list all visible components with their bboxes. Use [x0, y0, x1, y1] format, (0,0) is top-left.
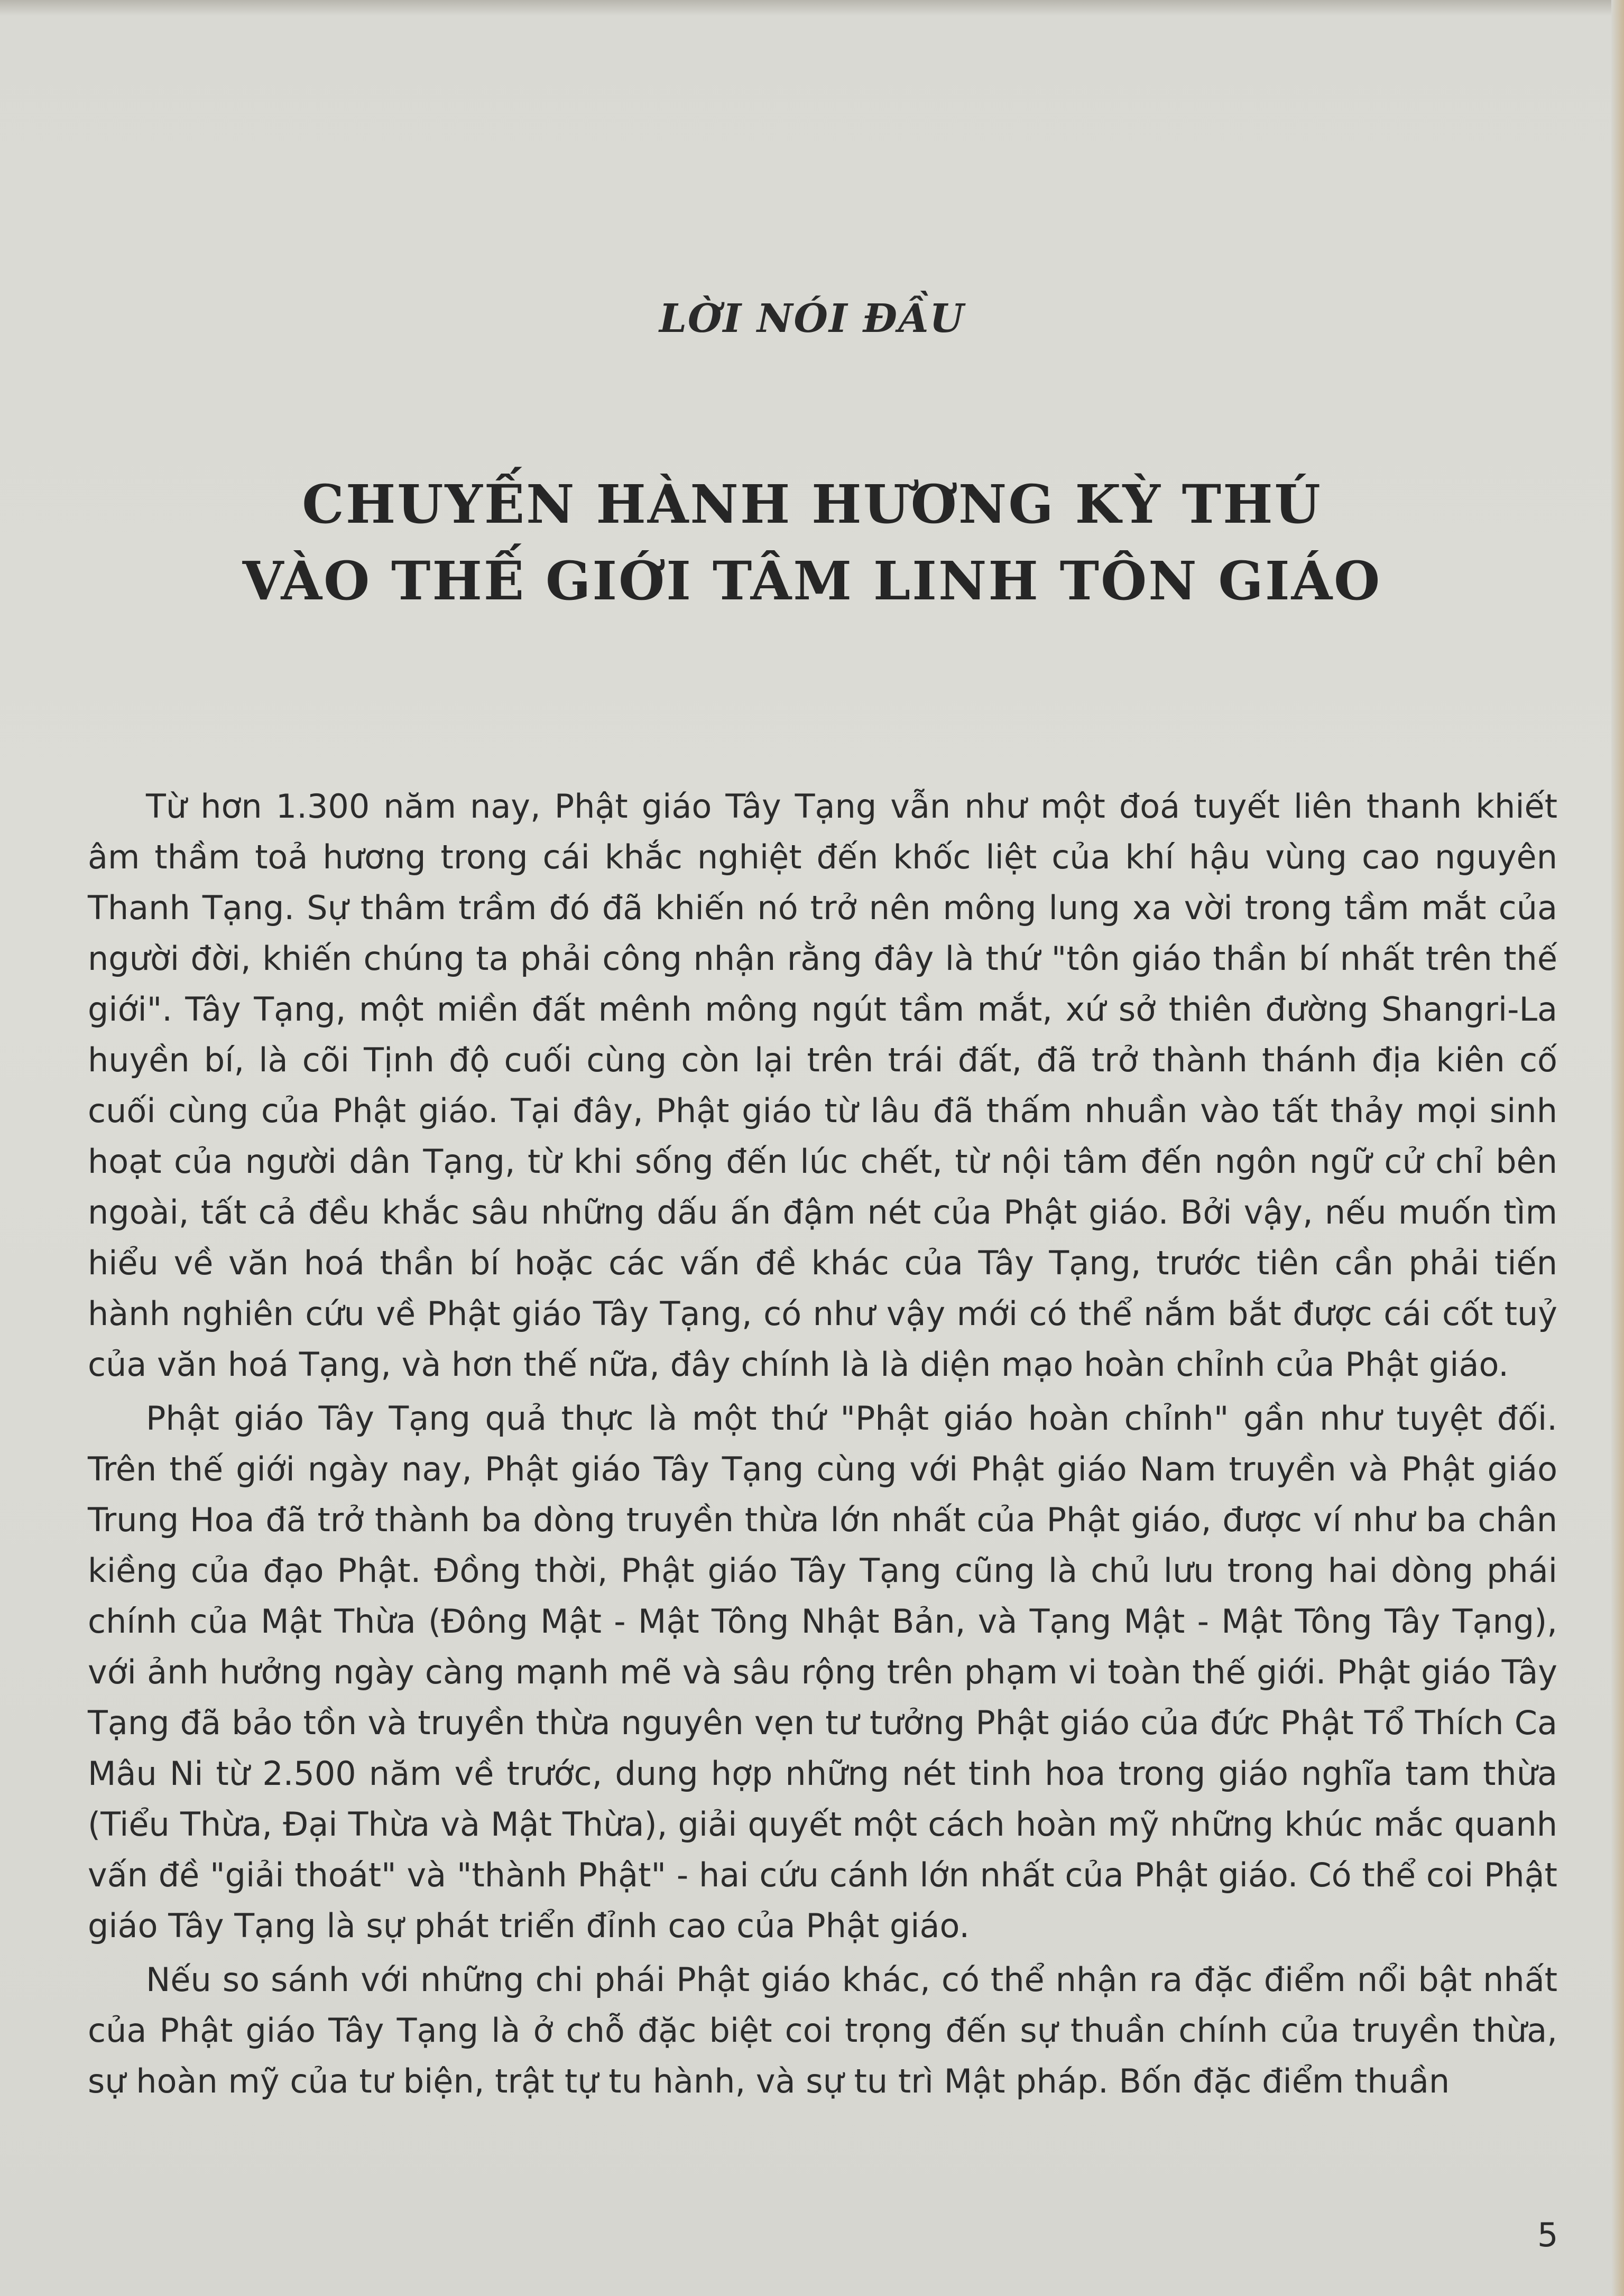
- page-number: 5: [1537, 2216, 1558, 2254]
- paragraph-1: Từ hơn 1.300 năm nay, Phật giáo Tây Tạng vẫn như một đoá tuyết liên thanh khiết âm thầm toả hương trong cái khắc nghiệt đến khốc liệt của khí hậu vùng cao nguyên Thanh Tạng. Sự thâm trầm đó đã khiến nó trở nên mông lung xa vời trong tầm mắt của người đời, khiến chúng ta phải công nhận rằng đây là thứ "tôn giáo thần bí nhất trên thế giới". Tây Tạng, một miền đất mênh mông ngút tầm mắt, xứ sở thiên đường Shangri-La huyền bí, là cõi Tịnh độ cuối cùng còn lại trên trái đất, đã trở thành thánh địa kiên cố cuối cùng của Phật giáo. Tại đây, Phật giáo từ lâu đã thấm nhuần vào tất thảy mọi sinh hoạt của người dân Tạng, từ khi sống đến lúc chết, từ nội tâm đến ngôn ngữ cử chỉ bên ngoài, tất cả đều khắc sâu những dấu ấn đậm nét của Phật giáo. Bởi vậy, nếu muốn tìm hiểu về văn hoá thần bí hoặc các vấn đề khác của Tây Tạng, trước tiên cần phải tiến hành nghiên cứu về Phật giáo Tây Tạng, có như vậy mới có thể nắm bắt được cái cốt tuỷ của văn hoá Tạng, và hơn thế nữa, đây chính là là diện mạo hoàn chỉnh của Phật giáo.: [88, 787, 1557, 1384]
- page-top-shadow: [0, 0, 1624, 16]
- title-line-1: CHUYẾN HÀNH HƯƠNG KỲ THÚ: [302, 473, 1322, 535]
- paragraph-3: Nếu so sánh với những chi phái Phật giáo khác, có thể nhận ra đặc điểm nổi bật nhất của Phật giáo Tây Tạng là ở chỗ đặc biệt coi trọng đến sự thuần chính của truyền thừa, sự hoàn mỹ của tư biện, trật tự tu hành, và sự tu trì Mật pháp. Bốn đặc điểm thuần: [88, 1960, 1557, 2100]
- paragraph-2: Phật giáo Tây Tạng quả thực là một thứ "Phật giáo hoàn chỉnh" gần như tuyệt đối. Trên thế giới ngày nay, Phật giáo Tây Tạng cùng với Phật giáo Nam truyền và Phật giáo Trung Hoa đã trở thành ba dòng truyền thừa lớn nhất của Phật giáo, được ví như ba chân kiềng của đạo Phật. Đồng thời, Phật giáo Tây Tạng cũng là chủ lưu trong hai dòng phái chính của Mật Thừa (Đông Mật - Mật Tông Nhật Bản, và Tạng Mật - Mật Tông Tây Tạng), với ảnh hưởng ngày càng mạnh mẽ và sâu rộng trên phạm vi toàn thế giới. Phật giáo Tây Tạng đã bảo tồn và truyền thừa nguyên vẹn tư tưởng Phật giáo của đức Phật Tổ Thích Ca Mâu Ni từ 2.500 năm về trước, dung hợp những nét tinh hoa trong giáo nghĩa tam thừa (Tiểu Thừa, Đại Thừa và Mật Thừa), giải quyết một cách hoàn mỹ những khúc mắc quanh vấn đề "giải thoát" và "thành Phật" - hai cứu cánh lớn nhất của Phật giáo. Có thể coi Phật giáo Tây Tạng là sự phát triển đỉnh cao của Phật giáo.: [88, 1399, 1557, 1945]
- title-line-2: VÀO THẾ GIỚI TÂM LINH TÔN GIÁO: [242, 550, 1382, 612]
- page-right-edge: [1611, 0, 1624, 2296]
- body-text: [88, 781, 1557, 2110]
- preface-heading: LỜI NÓI ĐẦU: [659, 296, 965, 341]
